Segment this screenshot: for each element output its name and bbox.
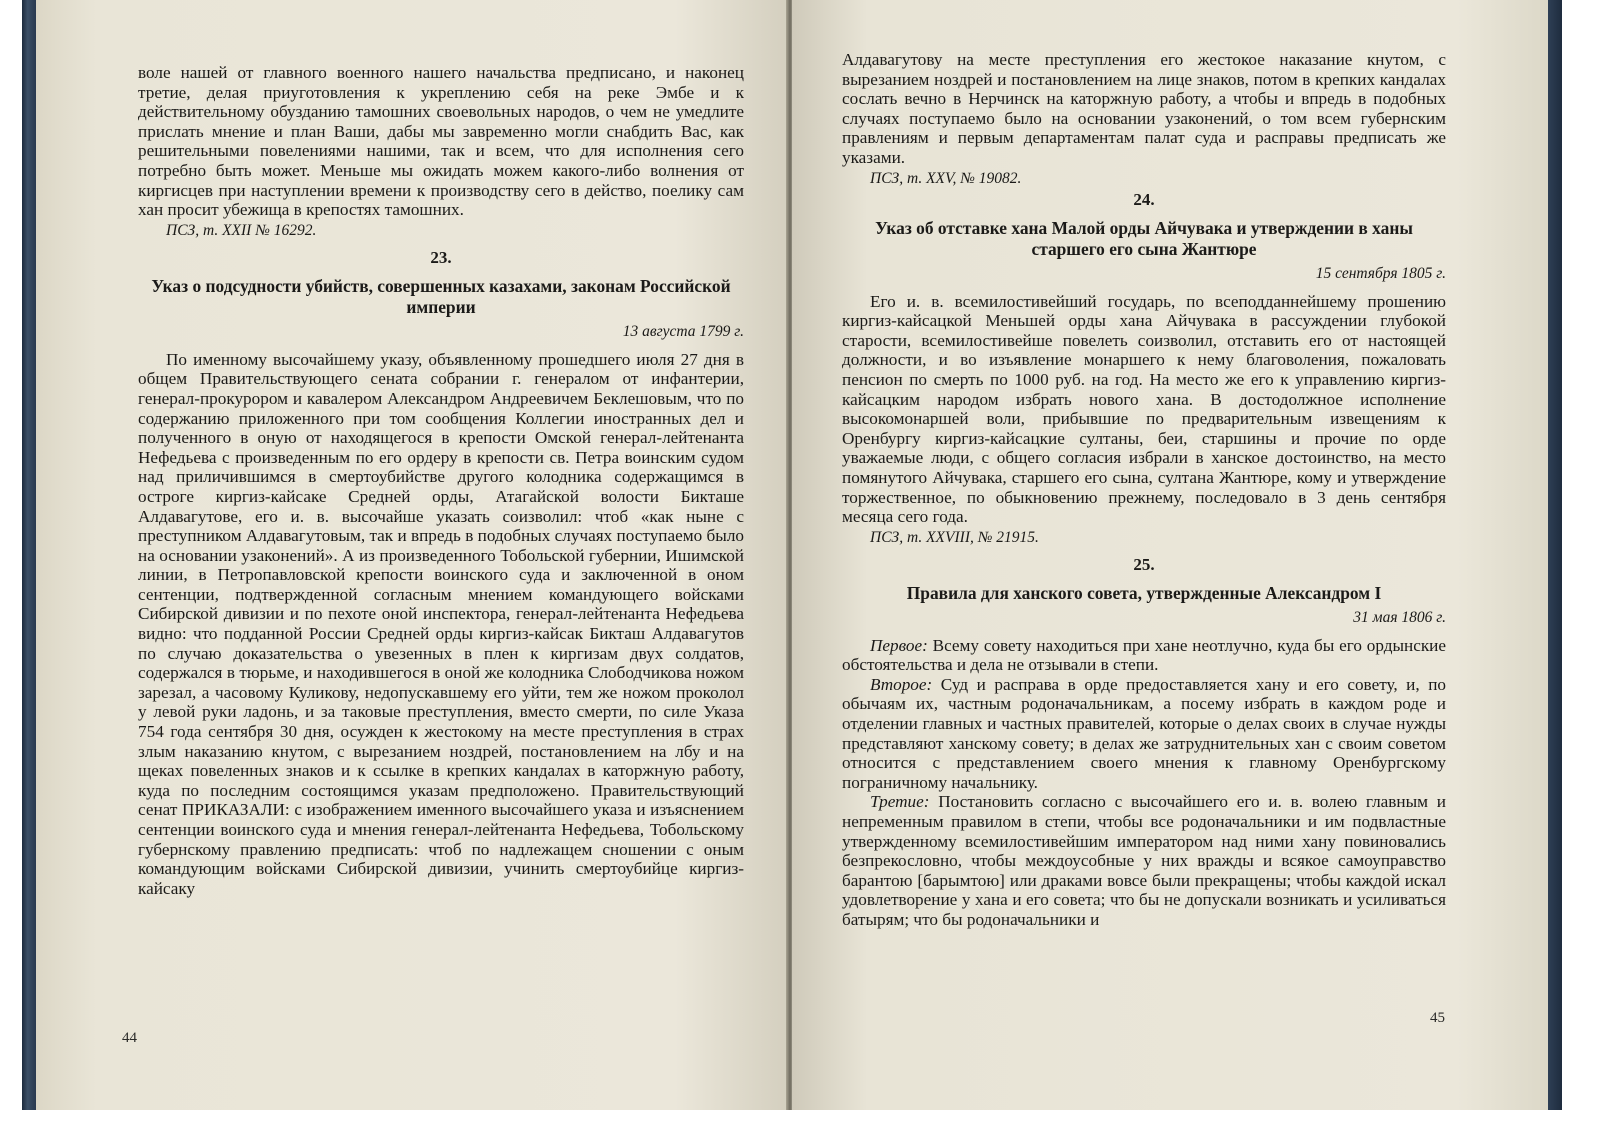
carryover-paragraph: воле нашей от главного военного нашего начальства предписано, и наконец третие, делая приуготовления к укреплению себя на реке Эмбе и к действительному обузданию тамошних своевольных народов, о чем не умедлите прислать мнение и план Ваши, дабы мы завременно могли снабдить Вас, как решительными повелениями нашими, так и всем, что для исполнения сего потребно быть может. Меньше мы ожидать можем какого-либо волнения от киргисцев при наступлении времени к производству сего в действо, поелику сам хан просит убежища в крепостях тамошних. [138,63,744,220]
rule-text: Всему совету находиться при хане неотлучно, куда бы его ордынские обстоятельства и дела не отзывали в степи. [842,635,1446,675]
scan-margin-bottom [0,1110,1600,1132]
document-title: Указ об отставке хана Малой орды Айчувака и утверждении в ханы старшего его сына Жантюре [875,217,1413,259]
document-body-paragraph: Его и. в. всемилостивейший государь, по всеподданнейшему прошению киргиз-кайсацкой Меньшей орды хана Айчувака в рассуждении глубокой старости, всемилостивейше повелеть соизволил, отставить его от настоящей должности, и во изъявление монаршего к нему благоволения, пожаловать пенсион по смерть по 1000 руб. на год. На место же его к управлению киргиз-кайсацким народом избрать нового хана. В достодолжное исполнение высокомонаршей воли, прибывшие по предварительным извещениям к Оренбургу киргиз-кайсацкие султаны, беи, старшины и прочие по орде уважаемые люди, с общего согласия избрали в ханское достоинство, на место помянутого Айчувака, старшего его сына, султана Жантюре, кому и утверждение торжественное, по обыкновению прежнему, последовало в 3 день сентября месяца сего года. [842,291,1446,527]
rule-paragraph-third [842,792,1446,929]
rule-text: Постановить согласно с высочайшего его и. в. волею главным и непременным правилом в степи, чтобы все родоначальники и им подвластные утвержденному всемилостивейшим императором над ними хану повиновались безпрекословно, чтобы междоусобные у них вражды и всякое самоуправство барантою [барымтою] или драками вовсе были прекращены; чтобы каждой искал удовлетворение у хана и его совета; что бы не допускали возникать и усиливаться батырям; что бы родоначальники и [842,792,1446,929]
rule-paragraph-second [842,675,1446,793]
scan-margin-left [0,0,22,1132]
document-number: 25. [1133,554,1155,574]
rule-text: Суд и расправа в орде предоставляется хану и его совету, и, по обычаям их, частным родоначальникам, а посему избрать в каждом роде и отделении главных и частных правителей, которые о делах своих в случае нужды представляют ханскому совету; в делах же затруднительных хан с своим советом относится с представлением своего мнения к главному Оренбургскому пограничному начальнику. [842,674,1446,792]
left-page-column [138,63,744,898]
page-number: 45 [1430,1010,1445,1026]
source-citation: ПСЗ, т. XXV, № 19082. [870,169,1022,187]
document-title: Указ о подсудности убийств, совершенных казахами, законам Российской империи [151,275,731,317]
book-cover-edge-left [22,0,36,1110]
rule-paragraph-first [842,636,1446,675]
source-citation: ПСЗ, т. XXVIII, № 21915. [870,528,1039,546]
right-page-column [842,50,1446,930]
rule-label: Третие: [870,792,930,812]
document-date: 13 августа 1799 г. [622,322,744,340]
right-page [792,0,1548,1110]
document-title: Правила для ханского совета, утвержденные Александром I [906,582,1382,603]
left-page [36,0,788,1110]
book-cover-edge-right [1548,0,1562,1110]
document-date: 15 сентября 1805 г. [1315,264,1446,282]
document-number: 24. [1133,189,1155,209]
body-text: По именному высочайшему указу, объявленному прошедшего июля 27 дня в общем Правительствующего сената собрании г. генералом от инфантерии, генерал-прокурором и кавалером Александром Андреевичем Беклешовым, что по содержанию приложенного при том сообщения Коллегии иностранных дел и полученного в оную от находящегося в крепости Омской генерал-лейтенанта Нефедьева с произведенным по его ордеру в крепости св. Петра воинским судом над приличившимся в смертоубийстве другого колодника содержащимся в остроге киргиз-кайсаке Средней орды, Атагайской волости Бикташе Алдавагутове, его и. в. высочайше указать соизволил: чтоб «как ныне с преступником Алдавагутовым, так и впредь в подобных случаях поступаемо было на основании узаконений». А из произведенного Тобольской губернии, Ишимской линии, в Петропавловской крепости воинского суда и заключенной в оном сентенции, подтвержденной согласным мнением командующего войсками Сибирской дивизии и по пехоте оной инспектора, генерал-лейтенанта Нефедьева видно: что подданной России Средней орды киргиз-кайсак Бикташ Алдавагутов по случаю доказательства о увезенных в плен к киргизам двух солдатов, содержался в тюрьме, и находившегося в оной же колодника Слободчикова ножом зарезал, а часовому Куликову, недопускавшему его уйти, тем же ножом проколол у левой руки ладонь, и за таковые преступления, вместо смерти, по силе Указа 754 года сентября 30 дня, осужден к жестокому на месте преступления в страх злым наказанию кнутом, с вырезанием ноздрей, постановлением на лбу и на щеках повеленных знаков и к ссылке в крепких кандалах в каторжную работу, куда по последним состоящимся указам предположено. Правительствующий сенат [138,349,744,820]
rule-label: Второе: [870,674,933,694]
document-body-paragraph [138,350,744,899]
page-number: 44 [122,1030,137,1046]
document-date: 31 мая 1806 г. [1353,608,1446,626]
body-text-continued: с изображением именного высочайшего указа и изъяснением сентенции воинского суда и мнения генерал-лейтенанта Нефедьева, Тобольскому губернскому правлению предписать: чтоб по надлежащем сношении с оным командующим войсками Сибирской дивизии, учинить смертоубийце киргиз-кайсаку [138,800,744,898]
ordered-heading: ПРИКАЗАЛИ: [182,800,290,820]
document-number: 23. [430,247,452,267]
carryover-paragraph: Алдавагутову на месте преступления его жестокое наказание кнутом, с вырезанием ноздрей и постановлением на лице знаков, потом в крепких кандалах сослать вечно в Нерчинск на каторжную работу, а чтобы и впредь в подобных случаях поступаемо было на основании узаконений, о том всем губернским правлениям и первым департаментам палат суда и расправы предписать же указами. [842,50,1446,167]
source-citation: ПСЗ, т. XXII № 16292. [166,221,317,239]
rule-label: Первое: [870,635,928,655]
